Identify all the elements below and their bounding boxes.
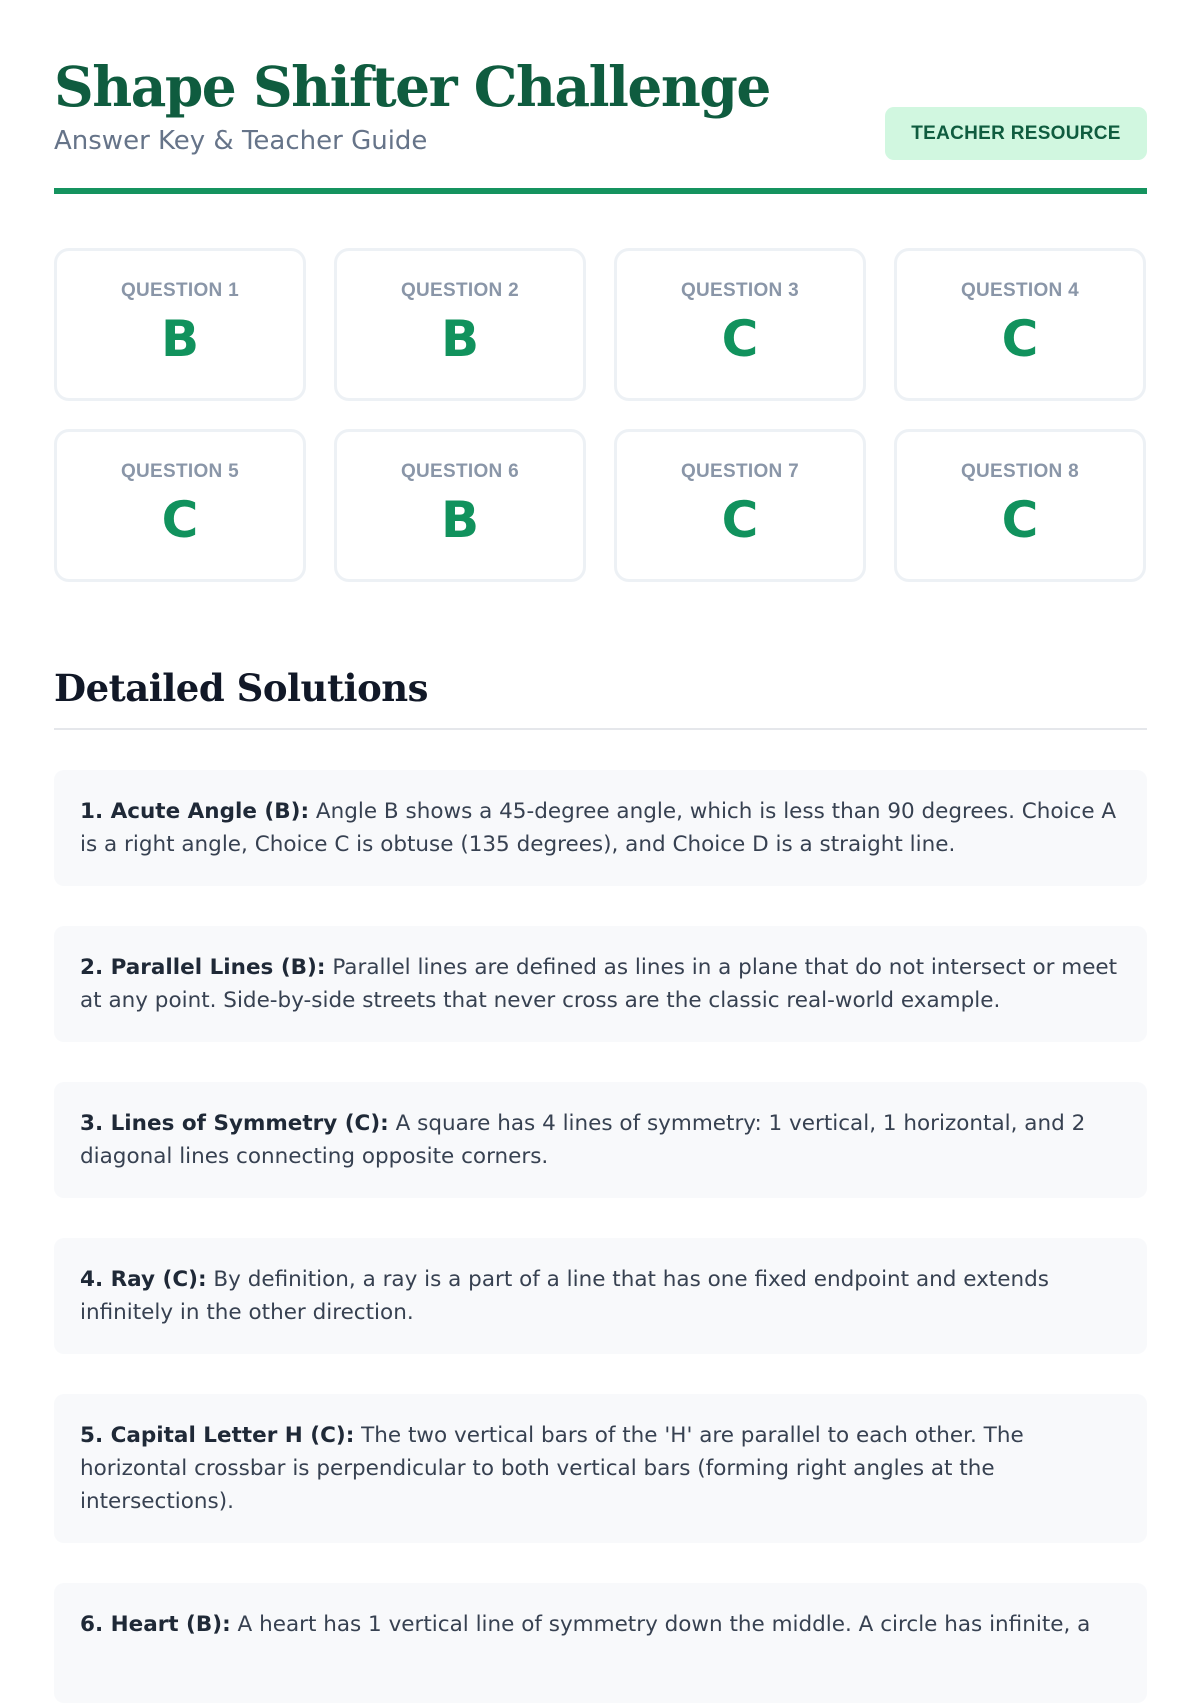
answer-card-7 [614, 429, 866, 582]
solution-text: A heart has 1 vertical line of symmetry down the middle. A circle has infinite, a [237, 1612, 1091, 1637]
question-label: QUESTION 6 [400, 461, 520, 482]
solution-heading: 1. Acute Angle (B): [80, 799, 310, 824]
solution-card-3 [54, 1082, 1147, 1198]
solution-heading: 2. Parallel Lines (B): [80, 955, 326, 980]
solution-card-2 [54, 926, 1147, 1042]
solution-card-5 [54, 1394, 1147, 1543]
solution-text: Angle B shows a 45-degree angle, which is less than 90 degrees. Choice A is a right angle, Choice C is obtuse (135 degrees), and Choice D is a straight line. [80, 799, 1117, 857]
answer-value: C [721, 491, 759, 549]
section-divider [54, 728, 1147, 730]
page-title: Shape Shifter Challenge [54, 54, 770, 119]
answer-value: B [440, 310, 480, 368]
detailed-solutions [54, 658, 1147, 1703]
section-title: Detailed Solutions [54, 666, 429, 710]
answer-value: C [1001, 491, 1039, 549]
question-label: QUESTION 2 [400, 280, 520, 301]
page-header [54, 0, 1147, 194]
answer-card-5 [54, 429, 306, 582]
solution-heading: 3. Lines of Symmetry (C): [80, 1111, 389, 1136]
answer-value: B [160, 310, 200, 368]
page-subtitle: Answer Key & Teacher Guide [54, 126, 428, 156]
question-label: QUESTION 1 [120, 280, 240, 301]
solution-text: A square has 4 lines of symmetry: 1 vertical, 1 horizontal, and 2 diagonal lines connecting opposite corners. [80, 1111, 1086, 1169]
answer-card-3 [614, 248, 866, 401]
question-label: QUESTION 5 [120, 461, 240, 482]
solution-card-1 [54, 770, 1147, 886]
question-label: QUESTION 3 [680, 280, 800, 301]
solution-text: By definition, a ray is a part of a line that has one fixed endpoint and extends infinitely in the other direction. [80, 1267, 1049, 1325]
answer-card-1 [54, 248, 306, 401]
solution-card-4 [54, 1238, 1147, 1354]
answer-value: C [1001, 310, 1039, 368]
solution-text: The two vertical bars of the 'H' are parallel to each other. The horizontal crossbar is perpendicular to both vertical bars (forming right angles at the intersections). [80, 1423, 1024, 1514]
answer-card-6 [334, 429, 586, 582]
solution-heading: 4. Ray (C): [80, 1267, 207, 1292]
answer-key-page [54, 0, 1147, 1637]
answer-value: C [161, 491, 199, 549]
answer-value: B [440, 491, 480, 549]
answer-card-8 [894, 429, 1146, 582]
question-label: QUESTION 4 [960, 280, 1080, 301]
solution-card-6 [54, 1583, 1147, 1703]
answer-card-4 [894, 248, 1146, 401]
answer-grid [54, 248, 1147, 582]
question-label: QUESTION 8 [960, 461, 1080, 482]
answer-card-2 [334, 248, 586, 401]
answer-value: C [721, 310, 759, 368]
question-label: QUESTION 7 [680, 461, 800, 482]
solution-heading: 5. Capital Letter H (C): [80, 1423, 355, 1448]
solution-heading: 6. Heart (B): [80, 1612, 231, 1637]
solution-text: Parallel lines are defined as lines in a plane that do not intersect or meet at any point. Side-by-side streets that never cross are the classic real-world example. [80, 955, 1118, 1013]
teacher-resource-badge: TEACHER RESOURCE [885, 107, 1147, 160]
